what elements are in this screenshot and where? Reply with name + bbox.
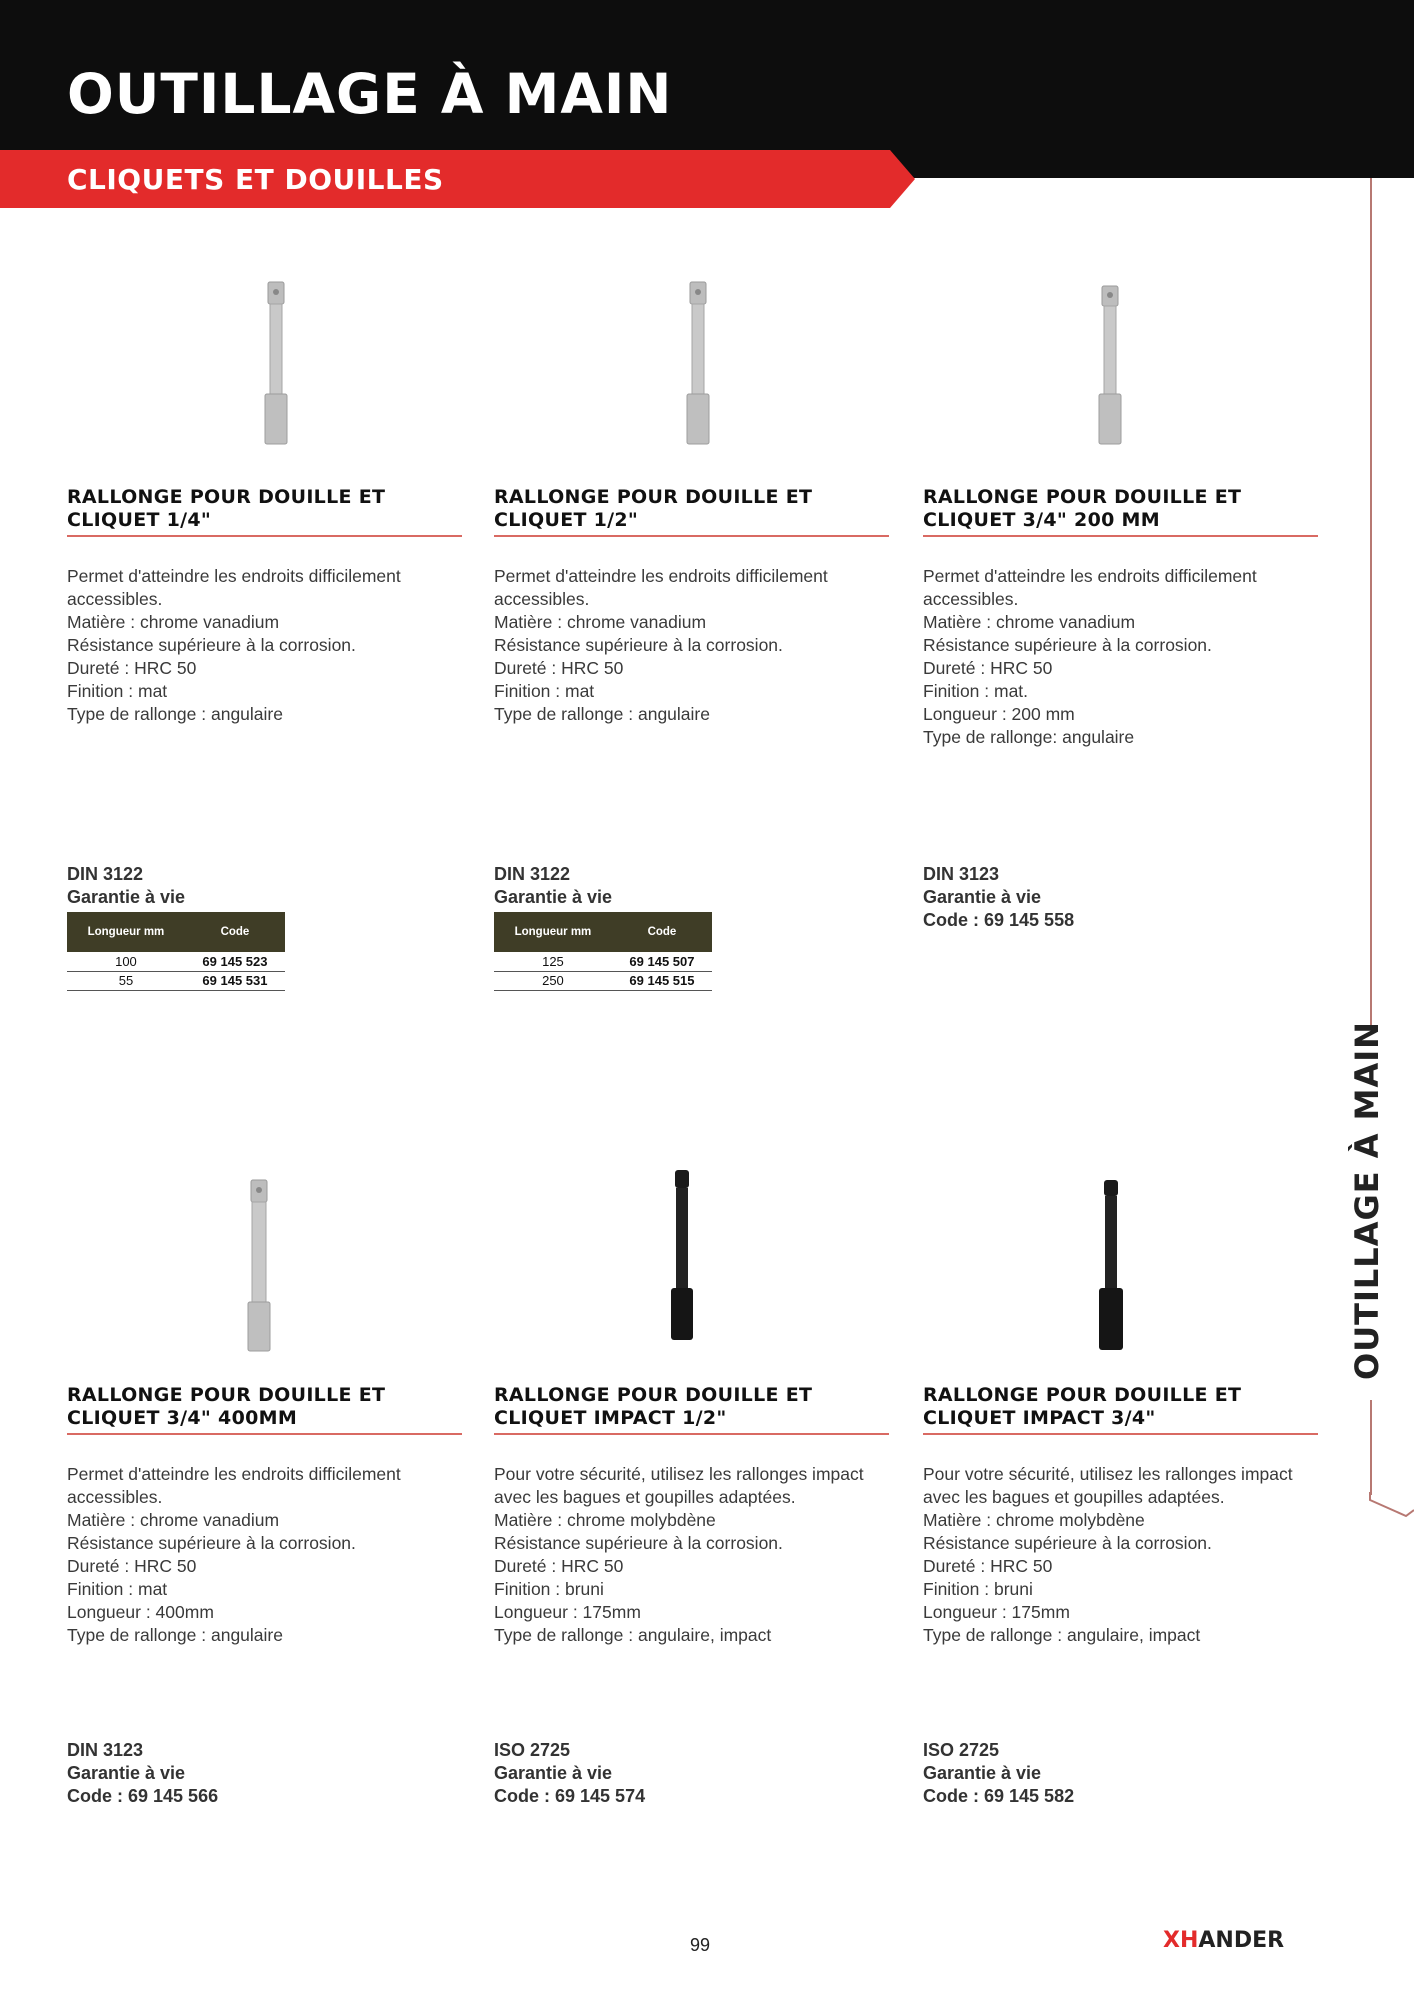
table-row: 250 69 145 515 <box>494 971 712 990</box>
table-row: 100 69 145 523 <box>67 952 285 971</box>
product-description: Permet d'atteindre les endroits difficilement accessibles. Matière : chrome vanadium Résistance supérieure à la corrosion. Dureté : HRC 50 Finition : mat. Longueur : 200 mm Type de rallonge: angulaire <box>923 566 1257 747</box>
chevron-down-icon <box>1368 1490 1414 1520</box>
product-title: RALLONGE POUR DOUILLE ET CLIQUET 3/4" 200 MM <box>923 486 1318 537</box>
brand-logo: XHANDER <box>1163 1928 1285 1953</box>
product-description: Permet d'atteindre les endroits difficilement accessibles. Matière : chrome vanadium Résistance supérieure à la corrosion. Dureté : HRC 50 Finition : mat Longueur : 400mm Type de rallonge : angulaire <box>67 1464 401 1645</box>
product-meta: DIN 3122 Garantie à vie <box>67 864 186 907</box>
spec-table <box>67 912 285 991</box>
extension-bar-image <box>1091 280 1131 445</box>
side-rule <box>1370 178 1372 1028</box>
product-description: Pour votre sécurité, utilisez les rallonges impact avec les bagues et goupilles adaptées. Matière : chrome molybdène Résistance supérieure à la corrosion. Dureté : HRC 50 Finition : bruni Longueur : 175mm Type de rallonge : angulaire, impact <box>923 1464 1293 1645</box>
product-meta: ISO 2725 Garantie à vie Code : 69 145 574 <box>494 1740 646 1806</box>
product-description: Pour votre sécurité, utilisez les rallonges impact avec les bagues et goupilles adaptées. Matière : chrome molybdène Résistance supérieure à la corrosion. Dureté : HRC 50 Finition : bruni Longueur : 175mm Type de rallonge : angulaire, impact <box>494 1464 864 1645</box>
table-row: 55 69 145 531 <box>67 971 285 990</box>
product-meta: ISO 2725 Garantie à vie Code : 69 145 582 <box>923 1740 1075 1806</box>
spec-table <box>494 912 712 991</box>
section-title: CLIQUETS ET DOUILLES <box>67 163 444 196</box>
page-title: OUTILLAGE À MAIN <box>67 62 673 126</box>
page-number: 99 <box>690 1935 711 1955</box>
table-header: Code <box>185 912 285 952</box>
side-rule <box>1370 1400 1372 1495</box>
product-description: Permet d'atteindre les endroits difficilement accessibles. Matière : chrome vanadium Résistance supérieure à la corrosion. Dureté : HRC 50 Finition : mat Type de rallonge : angulaire <box>67 566 401 724</box>
product-meta: DIN 3123 Garantie à vie Code : 69 145 566 <box>67 1740 219 1806</box>
product-meta: DIN 3122 Garantie à vie <box>494 864 613 907</box>
product-meta: DIN 3123 Garantie à vie Code : 69 145 558 <box>923 864 1075 930</box>
table-row: 125 69 145 507 <box>494 952 712 971</box>
product-title: RALLONGE POUR DOUILLE ET CLIQUET 3/4" 400MM <box>67 1384 462 1435</box>
table-header: Code <box>612 912 712 952</box>
product-description: Permet d'atteindre les endroits difficilement accessibles. Matière : chrome vanadium Résistance supérieure à la corrosion. Dureté : HRC 50 Finition : mat Type de rallonge : angulaire <box>494 566 828 724</box>
table-header: Longueur mm <box>494 912 612 952</box>
product-title: RALLONGE POUR DOUILLE ET CLIQUET 1/4" <box>67 486 462 537</box>
extension-bar-image <box>257 280 297 445</box>
side-section-label: OUTILLAGE À MAIN <box>1348 1021 1386 1380</box>
impact-extension-bar-image <box>662 1168 702 1343</box>
product-title: RALLONGE POUR DOUILLE ET CLIQUET IMPACT 3/4" <box>923 1384 1318 1435</box>
extension-bar-image <box>679 280 719 445</box>
impact-extension-bar-image <box>1091 1178 1131 1353</box>
product-title: RALLONGE POUR DOUILLE ET CLIQUET 1/2" <box>494 486 889 537</box>
product-title: RALLONGE POUR DOUILLE ET CLIQUET IMPACT 1/2" <box>494 1384 889 1435</box>
extension-bar-image <box>240 1178 280 1353</box>
table-header: Longueur mm <box>67 912 185 952</box>
